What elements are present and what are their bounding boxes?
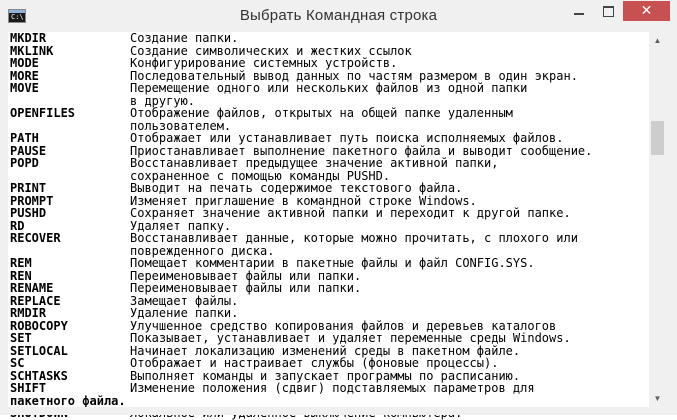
command-description: Изменяет приглашение в командной строке Windows. bbox=[130, 193, 477, 208]
command-description: Отображает или устанавливает путь поиска исполняемых файлов. bbox=[130, 131, 564, 145]
command-description: Восстанавливает данные, которые можно прочитать, с плохого или bbox=[130, 231, 578, 245]
chevron-up-icon: ▲ bbox=[653, 36, 662, 45]
console-line bbox=[10, 232, 649, 245]
command-name: REN bbox=[10, 268, 32, 283]
command-description: Отображает и настраивает службы (фоновые процессы). bbox=[130, 356, 499, 370]
console-line bbox=[10, 295, 649, 308]
console-line bbox=[10, 282, 649, 295]
console-line bbox=[10, 307, 649, 320]
vertical-scrollbar[interactable] bbox=[649, 32, 666, 407]
command-description: Удаляет папку. bbox=[130, 218, 232, 233]
command-description: Сохраняет значение активной папки и переходит к другой папке. bbox=[130, 206, 571, 220]
command-name: MOVE bbox=[10, 81, 39, 95]
command-description: Перемещение одного или нескольких файлов из одной папки bbox=[130, 81, 528, 95]
maximize-icon bbox=[603, 6, 614, 17]
command-name: PUSHD bbox=[10, 206, 47, 220]
command-name: SET bbox=[10, 331, 32, 345]
title-bar[interactable] bbox=[0, 0, 677, 32]
chevron-down-icon: ▼ bbox=[653, 394, 662, 403]
command-name: REM bbox=[10, 256, 32, 270]
command-name: SETLOCAL bbox=[10, 343, 68, 358]
command-description: Приостанавливает выполнение пакетного файла и выводит сообщение. bbox=[130, 143, 593, 158]
command-description: Изменение положения (сдвиг) подставляемых параметров для bbox=[130, 381, 535, 395]
command-description: Выполняет команды и запускает программы по расписанию. bbox=[130, 368, 521, 383]
command-description: Удаление папки. bbox=[130, 306, 239, 320]
command-description: Улучшенное средство копирования файлов и деревьев каталогов bbox=[130, 318, 557, 333]
command-name: REPLACE bbox=[10, 293, 61, 308]
close-button[interactable] bbox=[623, 1, 670, 21]
command-name: OPENFILES bbox=[10, 106, 76, 120]
command-description: Переименовывает файлы или папки. bbox=[130, 268, 362, 283]
console-line bbox=[10, 207, 649, 220]
command-name: PRINT bbox=[10, 181, 47, 195]
command-name: MKLINK bbox=[10, 43, 54, 58]
command-name: RENAME bbox=[10, 281, 54, 295]
maximize-button[interactable] bbox=[594, 1, 622, 21]
command-description: Конфигурирование системных устройств. bbox=[130, 56, 398, 70]
console-line bbox=[10, 32, 649, 45]
command-name: MORE bbox=[10, 68, 39, 83]
scroll-up-button[interactable] bbox=[649, 32, 666, 49]
command-name: пакетного файла. bbox=[10, 393, 126, 408]
command-name: MODE bbox=[10, 56, 39, 70]
command-name: PROMPT bbox=[10, 193, 54, 208]
command-description: Помещает комментарии в пакетные файлы и файл CONFIG.SYS. bbox=[130, 256, 535, 270]
console-line bbox=[10, 157, 649, 170]
console-line bbox=[10, 382, 649, 395]
close-icon: ✕ bbox=[640, 3, 653, 19]
command-description: Показывает, устанавливает и удаляет переменные среды Windows. bbox=[130, 331, 571, 345]
console-output[interactable] bbox=[8, 32, 649, 407]
command-name: SHIFT bbox=[10, 381, 47, 395]
minimize-icon bbox=[574, 13, 584, 15]
scroll-down-button[interactable] bbox=[649, 390, 666, 407]
command-name: ROBOCOPY bbox=[10, 318, 68, 333]
command-name: RD bbox=[10, 218, 25, 233]
command-description: Замещает файлы. bbox=[130, 293, 239, 308]
console-icon-prompt: C:\ bbox=[11, 13, 24, 21]
command-description: Выводит на печать содержимое текстового файла. bbox=[130, 181, 463, 195]
command-name: MKDIR bbox=[10, 31, 47, 45]
command-description: сохраненное с помощью команды PUSHD. bbox=[130, 168, 391, 183]
command-description: Отображение файлов, открытых на общей папке удаленным bbox=[130, 106, 513, 120]
command-description: Создание символических и жестких ссылок bbox=[130, 43, 412, 58]
console-line bbox=[10, 82, 649, 95]
console-line bbox=[10, 57, 649, 70]
command-description: пользователем. bbox=[130, 118, 232, 133]
command-description: поврежденного диска. bbox=[130, 243, 275, 258]
command-description: Восстанавливает предыдущее значение активной папки, bbox=[130, 156, 499, 170]
command-name: SCHTASKS bbox=[10, 368, 68, 383]
command-description: в другую. bbox=[130, 93, 196, 108]
minimize-button[interactable] bbox=[565, 1, 593, 21]
console-line bbox=[10, 332, 649, 345]
scroll-thumb[interactable] bbox=[651, 121, 664, 155]
command-description: Создание папки. bbox=[130, 31, 239, 45]
command-name: RECOVER bbox=[10, 231, 61, 245]
console-line bbox=[10, 357, 649, 370]
command-name: POPD bbox=[10, 156, 39, 170]
console-line bbox=[10, 182, 649, 195]
window-title: Выбрать Командная строка bbox=[239, 7, 438, 24]
window-border-bottom bbox=[0, 407, 677, 415]
window-border-right bbox=[666, 32, 677, 415]
console-rows bbox=[10, 32, 649, 420]
command-description: Переименовывает файлы или папки. bbox=[130, 281, 362, 295]
command-name: PATH bbox=[10, 131, 39, 145]
console-line bbox=[10, 132, 649, 145]
command-description: Начинает локализацию изменений среды в пакетном файле. bbox=[130, 343, 521, 358]
command-name: RMDIR bbox=[10, 306, 47, 320]
command-description: Последовательный вывод данных по частям размером в один экран. bbox=[130, 68, 578, 83]
command-name: PAUSE bbox=[10, 143, 47, 158]
console-line bbox=[10, 257, 649, 270]
console-line bbox=[10, 107, 649, 120]
command-name: SC bbox=[10, 356, 25, 370]
